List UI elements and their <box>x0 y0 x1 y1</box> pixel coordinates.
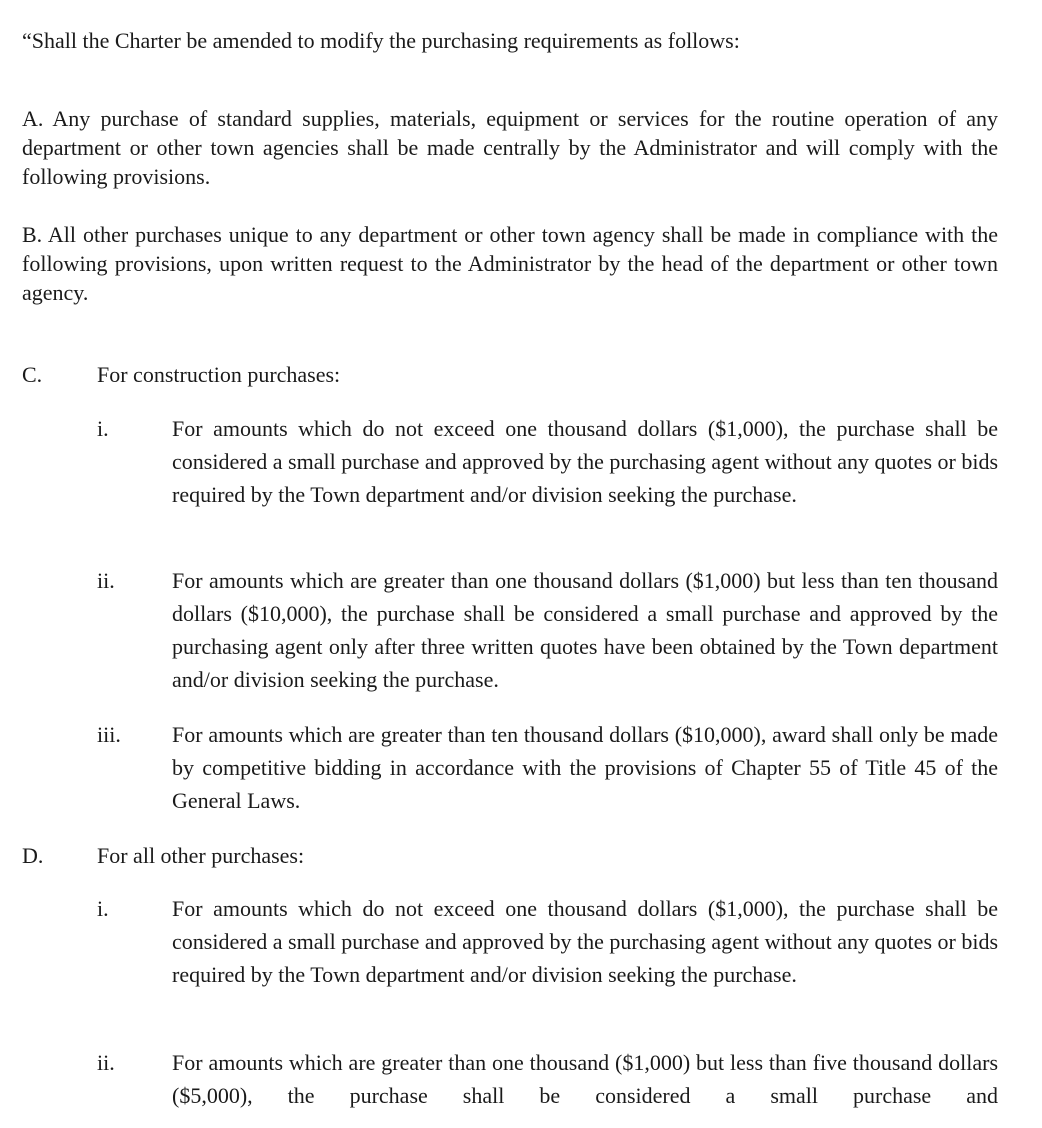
item-label: iii. <box>97 722 121 747</box>
section-a-paragraph: A. Any purchase of standard supplies, materials, equipment or services for the routine operation of any department or other town agencies shall be made centrally by the Administrator and will comply with the following provisions. <box>22 106 998 189</box>
section-c-label: C. <box>22 362 43 387</box>
item-label: i. <box>97 416 109 441</box>
section-d-label: D. <box>22 843 44 868</box>
intro-paragraph: “Shall the Charter be amended to modify the purchasing requirements as follows: <box>22 28 740 53</box>
item-label: i. <box>97 896 109 921</box>
section-c-heading: For construction purchases: <box>97 362 341 387</box>
item-text: For amounts which are greater than one thousand ($1,000) but less than five thousand dollars ($5,000), the purchase shall be considered a small purchase and <box>172 1050 998 1108</box>
item-text: For amounts which do not exceed one thousand dollars ($1,000), the purchase shall be considered a small purchase and approved by the purchasing agent without any quotes or bids required by the Town department and/or division seeking the purchase. <box>172 896 998 987</box>
item-text: For amounts which are greater than one thousand dollars ($1,000) but less than ten thousand dollars ($10,000), the purchase shall be considered a small purchase and approved by the purchasing agent only after three written quotes have been obtained by the Town department and/or division seeking the purchase. <box>172 568 998 692</box>
item-label: ii. <box>97 1050 115 1075</box>
item-label: ii. <box>97 568 115 593</box>
section-b-paragraph: B. All other purchases unique to any department or other town agency shall be made in compliance with the following provisions, upon written request to the Administrator by the head of the department or other town agency. <box>22 222 998 305</box>
item-text: For amounts which are greater than ten thousand dollars ($10,000), award shall only be made by competitive bidding in accordance with the provisions of Chapter 55 of Title 45 of the General Laws. <box>172 722 998 813</box>
section-d-heading: For all other purchases: <box>97 843 305 868</box>
item-text: For amounts which do not exceed one thousand dollars ($1,000), the purchase shall be considered a small purchase and approved by the purchasing agent without any quotes or bids required by the Town department and/or division seeking the purchase. <box>172 416 998 507</box>
